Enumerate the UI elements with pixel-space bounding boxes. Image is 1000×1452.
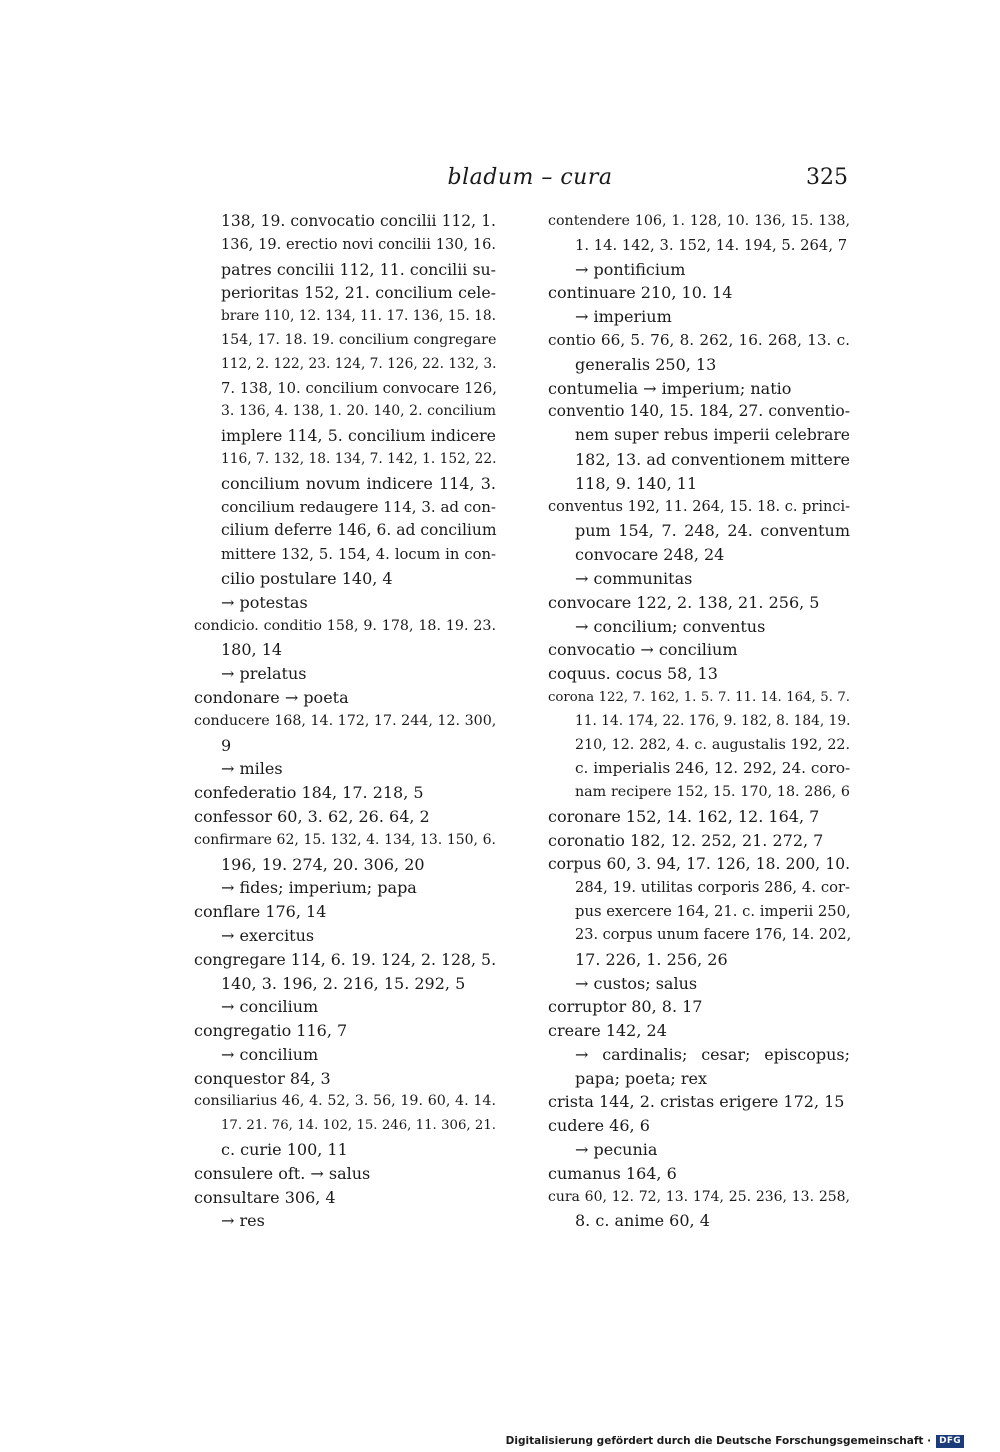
index-line: 284, 19. utilitas corporis 286, 4. cor- bbox=[575, 879, 850, 897]
dfg-logo: DFG bbox=[936, 1435, 964, 1448]
index-line: corona 122, 7. 162, 1. 5. 7. 11. 14. 164, 5. 7. bbox=[548, 689, 850, 705]
index-line: contio 66, 5. 76, 8. 262, 16. 268, 13. c. bbox=[548, 330, 850, 349]
index-line: 9 bbox=[221, 735, 232, 755]
index-line: condonare → poeta bbox=[194, 687, 349, 707]
index-line: confessor 60, 3. 62, 26. 64, 2 bbox=[194, 806, 430, 826]
index-line: congregare 114, 6. 19. 124, 2. 128, 5. bbox=[194, 949, 497, 969]
index-column-left bbox=[194, 210, 496, 1233]
index-line: patres concilii 112, 11. concilii su- bbox=[221, 259, 496, 279]
index-line: concilium redaugere 114, 3. ad con- bbox=[221, 497, 496, 516]
index-line: consultare 306, 4 bbox=[194, 1187, 336, 1207]
index-line: 136, 19. erectio novi concilii 130, 16. bbox=[221, 236, 496, 253]
index-line: → concilium bbox=[221, 997, 319, 1017]
index-line: condicio. conditio 158, 9. 178, 18. 19. 23. bbox=[194, 617, 496, 634]
index-line: creare 142, 24 bbox=[548, 1021, 667, 1041]
index-line: → concilium bbox=[221, 1044, 319, 1064]
index-line: 116, 7. 132, 18. 134, 7. 142, 1. 152, 22. bbox=[221, 450, 497, 467]
index-line: 182, 13. ad conventionem mittere bbox=[575, 449, 850, 469]
index-line: conventus 192, 11. 264, 15. 18. c. princi- bbox=[548, 498, 850, 515]
index-line: 112, 2. 122, 23. 124, 7. 126, 22. 132, 3. bbox=[221, 355, 497, 372]
index-line: c. imperialis 246, 12. 292, 24. coro- bbox=[575, 759, 851, 778]
index-line: → custos; salus bbox=[575, 973, 698, 993]
index-line: concilium novum indicere 114, 3. bbox=[221, 473, 496, 493]
index-line: → miles bbox=[221, 759, 283, 779]
index-line: 118, 9. 140, 11 bbox=[575, 473, 698, 493]
index-line: cilio postulare 140, 4 bbox=[221, 568, 393, 588]
index-line: brare 110, 12. 134, 11. 17. 136, 15. 18. bbox=[221, 308, 496, 325]
index-line: 8. c. anime 60, 4 bbox=[575, 1211, 710, 1231]
index-line: → res bbox=[221, 1211, 265, 1231]
index-line: → prelatus bbox=[221, 664, 307, 684]
index-line: cilium deferre 146, 6. ad concilium bbox=[221, 521, 497, 540]
index-line: contendere 106, 1. 128, 10. 136, 15. 138, bbox=[548, 213, 850, 229]
index-line: → imperium bbox=[575, 307, 672, 327]
index-line: nem super rebus imperii celebrare bbox=[575, 426, 850, 445]
index-line: mittere 132, 5. 154, 4. locum in con- bbox=[221, 546, 496, 564]
index-line: → concilium; conventus bbox=[575, 616, 766, 636]
index-line: crista 144, 2. cristas erigere 172, 15 bbox=[548, 1092, 845, 1112]
index-line: 11. 14. 174, 22. 176, 9. 182, 8. 184, 19. bbox=[575, 712, 851, 729]
index-line: cura 60, 12. 72, 13. 174, 25. 236, 13. 258, bbox=[548, 1188, 850, 1205]
index-line: convocare 122, 2. 138, 21. 256, 5 bbox=[548, 592, 820, 612]
index-line: 154, 17. 18. 19. concilium congregare bbox=[221, 331, 497, 348]
index-line: 140, 3. 196, 2. 216, 15. 292, 5 bbox=[221, 973, 466, 993]
index-line: 23. corpus unum facere 176, 14. 202, bbox=[575, 926, 852, 943]
index-line: pus exercere 164, 21. c. imperii 250, bbox=[575, 903, 851, 921]
index-line: implere 114, 5. concilium indicere bbox=[221, 426, 496, 446]
index-line: conducere 168, 14. 172, 17. 244, 12. 300, bbox=[194, 712, 497, 729]
index-line: → exercitus bbox=[221, 925, 315, 945]
index-line: conflare 176, 14 bbox=[194, 902, 327, 922]
index-line: coquus. cocus 58, 13 bbox=[548, 664, 718, 684]
index-line: continuare 210, 10. 14 bbox=[548, 283, 733, 303]
page-number: 325 bbox=[806, 165, 848, 190]
index-line: → communitas bbox=[575, 568, 693, 588]
index-line: conventio 140, 15. 184, 27. conventio- bbox=[548, 402, 850, 421]
index-column-right bbox=[548, 210, 850, 1233]
index-line: → cardinalis; cesar; episcopus; bbox=[575, 1044, 850, 1064]
index-line: congregatio 116, 7 bbox=[194, 1021, 348, 1041]
index-line: coronare 152, 14. 162, 12. 164, 7 bbox=[548, 806, 820, 826]
index-line: confirmare 62, 15. 132, 4. 134, 13. 150, 6. bbox=[194, 831, 496, 848]
index-line: 196, 19. 274, 20. 306, 20 bbox=[221, 854, 425, 874]
index-line: perioritas 152, 21. concilium cele- bbox=[221, 283, 496, 303]
index-line: generalis 250, 13 bbox=[575, 354, 717, 374]
index-line: corruptor 80, 8. 17 bbox=[548, 997, 703, 1017]
index-line: c. curie 100, 11 bbox=[221, 1140, 348, 1160]
running-head-title: bladum – cura bbox=[447, 165, 613, 190]
index-line: 210, 12. 282, 4. c. augustalis 192, 22. bbox=[575, 736, 850, 753]
index-line: papa; poeta; rex bbox=[575, 1068, 707, 1088]
index-line: conquestor 84, 3 bbox=[194, 1068, 331, 1088]
index-line: coronatio 182, 12. 252, 21. 272, 7 bbox=[548, 830, 824, 850]
index-line: 180, 14 bbox=[221, 640, 283, 660]
index-line: cudere 46, 6 bbox=[548, 1116, 650, 1136]
index-line: → fides; imperium; papa bbox=[221, 878, 417, 898]
index-line: 1. 14. 142, 3. 152, 14. 194, 5. 264, 7 bbox=[575, 236, 848, 254]
index-line: 7. 138, 10. concilium convocare 126, bbox=[221, 379, 497, 397]
footer-credit bbox=[506, 1434, 964, 1448]
index-line: → pecunia bbox=[575, 1140, 658, 1160]
index-line: convocatio → concilium bbox=[548, 640, 738, 660]
index-line: 3. 136, 4. 138, 1. 20. 140, 2. concilium bbox=[221, 403, 496, 420]
index-line: pum 154, 7. 248, 24. conventum bbox=[575, 521, 850, 541]
index-line: nam recipere 152, 15. 170, 18. 286, 6 bbox=[575, 784, 850, 801]
index-line: corpus 60, 3. 94, 17. 126, 18. 200, 10. bbox=[548, 854, 850, 873]
index-line: convocare 248, 24 bbox=[575, 545, 725, 565]
index-line: consiliarius 46, 4. 52, 3. 56, 19. 60, 4. 14. bbox=[194, 1093, 496, 1110]
index-line: cumanus 164, 6 bbox=[548, 1163, 677, 1183]
index-line: contumelia → imperium; natio bbox=[548, 378, 792, 398]
index-line: consulere oft. → salus bbox=[194, 1163, 371, 1183]
index-line: → potestas bbox=[221, 592, 308, 612]
footer-credit-text: Digitalisierung gefördert durch die Deutsche Forschungsgemeinschaft · bbox=[505, 1435, 932, 1447]
index-line: 138, 19. convocatio concilii 112, 1. bbox=[221, 212, 496, 230]
index-line: → pontificium bbox=[575, 259, 686, 279]
index-line: 17. 226, 1. 256, 26 bbox=[575, 949, 728, 969]
index-line: 17. 21. 76, 14. 102, 15. 246, 11. 306, 21. bbox=[221, 1118, 496, 1134]
index-line: confederatio 184, 17. 218, 5 bbox=[194, 783, 424, 803]
